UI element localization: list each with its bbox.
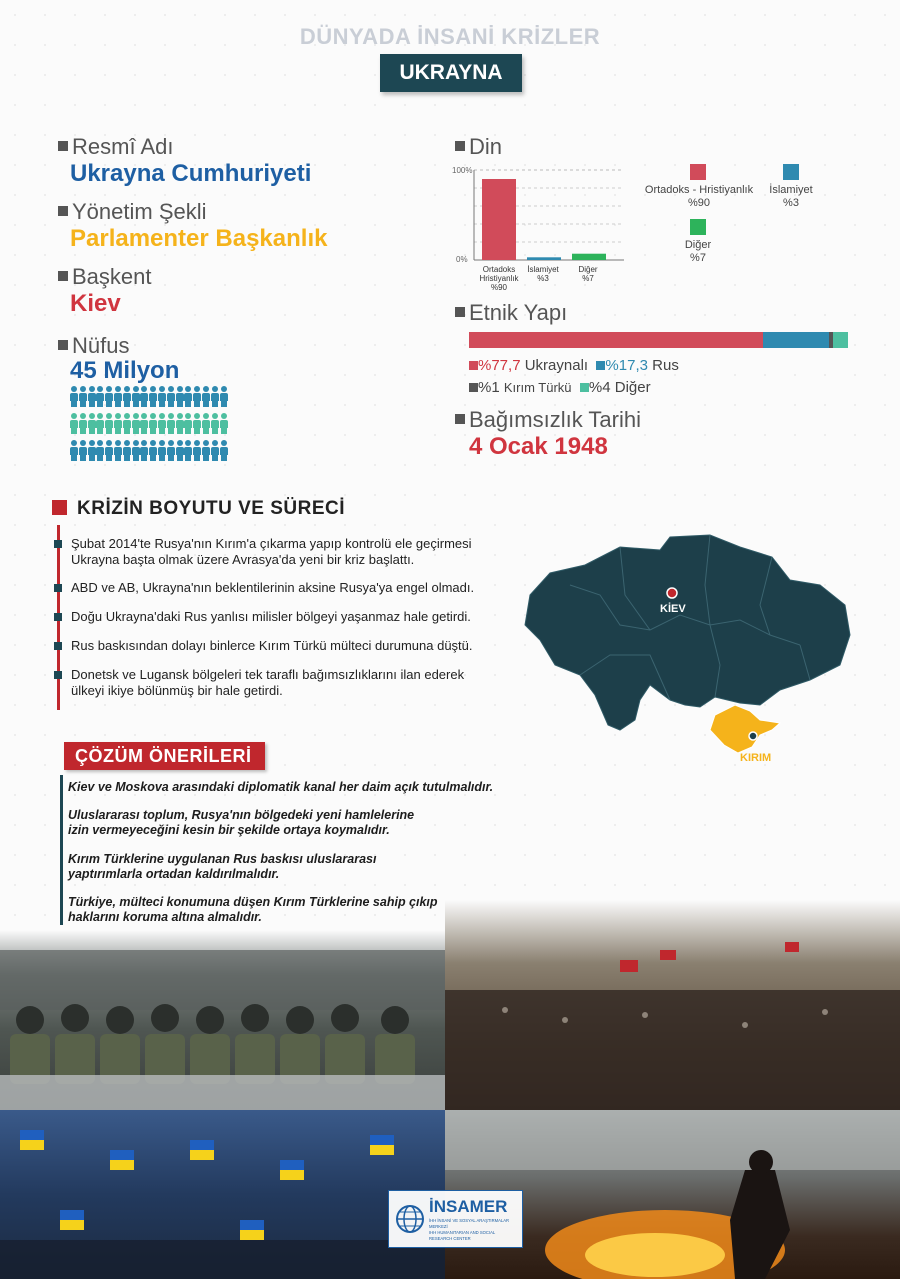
category-label-diger: Diğer %7	[578, 265, 598, 283]
person-icon	[176, 386, 184, 406]
ukraine-mainland	[525, 535, 850, 730]
person-icon	[184, 413, 192, 433]
series-title: DÜNYADA İNSANİ KRİZLER	[299, 24, 601, 49]
legend-swatch	[469, 383, 478, 392]
crisis-item-5: Donetsk ve Lugansk bölgeleri tek taraflı bağımsızlıklarını ilan ederek ülkeyi ikiye bölünmüş bir hale getirdi.	[58, 667, 464, 699]
solutions-title: ÇÖZÜM ÖNERİLERİ	[75, 746, 252, 766]
person-icon	[193, 440, 201, 460]
person-icon	[193, 413, 201, 433]
square-bullet-icon	[455, 141, 465, 151]
person-icon	[167, 440, 175, 460]
person-icon	[88, 440, 96, 460]
person-icon	[211, 413, 219, 433]
person-icon	[132, 413, 140, 433]
crimea-label: KIRIM	[740, 752, 772, 764]
solutions-timeline-line	[60, 775, 63, 925]
person-icon	[79, 386, 87, 406]
crimea-marker-icon	[749, 732, 757, 740]
person-icon	[96, 386, 104, 406]
square-bullet-icon	[58, 340, 68, 350]
government-label: Yönetim Şekli	[58, 199, 207, 225]
ethnic-stacked-bar	[469, 332, 848, 348]
person-icon	[79, 413, 87, 433]
person-icon	[140, 386, 148, 406]
crisis-title: KRİZİN BOYUTU VE SÜRECİ	[77, 498, 346, 519]
independence-value: 4 Ocak 1948	[469, 433, 608, 460]
ethnic-segment-other	[833, 332, 848, 348]
kiev-marker-icon	[667, 588, 677, 598]
person-icon	[193, 386, 201, 406]
country-title: UKRAYNA	[380, 54, 522, 92]
person-icon	[202, 386, 210, 406]
square-bullet-icon	[455, 307, 465, 317]
government-value: Parlamenter Başkanlık	[70, 225, 328, 252]
riot-police-illustration	[0, 930, 445, 1110]
tick-label-bottom: 0%	[456, 255, 468, 264]
bar-islamiyet	[527, 257, 561, 260]
protest-crowd-illustration	[445, 900, 900, 1110]
category-label-ortodoks: Ortadoks Hristiyanlık %90	[479, 265, 519, 292]
ethnic-segment-russian	[763, 332, 829, 348]
person-icon	[70, 413, 78, 433]
legend-diger: Diğer %7	[684, 239, 712, 264]
legend-swatch-diger	[690, 219, 706, 235]
crisis-item-3: Doğu Ukrayna'daki Rus yanlısı milisler bölgeyi yaşanmaz hale getirdi.	[58, 609, 471, 625]
crisis-item-4: Rus baskısından dolayı binlerce Kırım Türkü mülteci durumuna düştü.	[58, 638, 473, 654]
population-people-icons	[70, 386, 230, 466]
legend-islamiyet: İslamiyet %3	[769, 184, 813, 209]
person-icon	[140, 440, 148, 460]
legend-swatch	[469, 361, 478, 370]
ethnic-legend-row1: %77,7 Ukraynalı %17,3 Rus	[469, 357, 679, 374]
person-icon	[96, 413, 104, 433]
person-icon	[70, 386, 78, 406]
official-name-label: Resmî Adı	[58, 134, 173, 160]
person-icon	[184, 440, 192, 460]
person-icon	[149, 440, 157, 460]
person-icon	[149, 413, 157, 433]
person-icon	[158, 386, 166, 406]
section-square-icon	[52, 500, 67, 515]
legend-swatch	[580, 383, 589, 392]
bullet-icon	[54, 584, 62, 592]
religion-label: Din	[455, 134, 502, 160]
logo-name: İNSAMER	[429, 1197, 508, 1216]
person-icon	[114, 440, 122, 460]
person-icon	[88, 413, 96, 433]
category-label-islamiyet: İslamiyet %3	[527, 265, 559, 283]
solution-item-4: Türkiye, mülteci konumuna düşen Kırım Türklerine sahip çıkıp haklarını koruma altına almalıdır.	[68, 895, 438, 924]
person-icon	[158, 413, 166, 433]
crisis-item-2: ABD ve AB, Ukrayna'nın beklentilerinin aksine Rusya'ya engel olmadı.	[58, 580, 474, 596]
capital-value: Kiev	[70, 290, 121, 317]
photo-riot-police	[0, 930, 445, 1110]
official-name-value: Ukrayna Cumhuriyeti	[70, 160, 312, 187]
ethnic-legend-row2: %1 Kırım Türkü %4 Diğer	[469, 379, 651, 396]
crimea-region	[710, 705, 780, 753]
person-icon	[211, 440, 219, 460]
square-bullet-icon	[58, 141, 68, 151]
bullet-icon	[54, 540, 62, 548]
bullet-icon	[54, 642, 62, 650]
silhouette	[730, 1170, 790, 1279]
ethnic-segment-ukrainian	[469, 332, 763, 348]
person-icon	[105, 440, 113, 460]
insamer-logo	[388, 1190, 523, 1248]
ethnic-label: Etnik Yapı	[455, 300, 567, 326]
person-icon	[105, 413, 113, 433]
person-icon	[220, 386, 228, 406]
solution-item-2: Uluslararası toplum, Rusya'nın bölgedeki yeni hamlelerine izin vermeyeceğini kesin bir şekilde ortaya koymalıdır.	[68, 808, 415, 837]
bullet-icon	[54, 613, 62, 621]
tick-label-top: 100%	[452, 166, 473, 175]
population-value: 45 Milyon	[70, 357, 180, 384]
person-icon	[220, 413, 228, 433]
ukraine-map	[510, 525, 870, 785]
independence-label: Bağımsızlık Tarihi	[455, 407, 641, 433]
photo-protest-crowd	[445, 900, 900, 1110]
person-icon	[176, 440, 184, 460]
capital-label: Başkent	[58, 264, 152, 290]
solution-item-3: Kırım Türklerine uygulanan Rus baskısı uluslararası yaptırımlarla ortadan kaldırılmalıdır.	[68, 852, 377, 881]
globe-icon	[395, 1204, 425, 1234]
legend-swatch-ortodoks	[690, 164, 706, 180]
legend-swatch-islamiyet	[783, 164, 799, 180]
person-icon	[123, 386, 131, 406]
person-icon	[132, 386, 140, 406]
bar-ortodoks	[482, 179, 516, 260]
person-icon	[202, 440, 210, 460]
person-icon	[149, 386, 157, 406]
bar-diger	[572, 254, 606, 260]
person-icon	[114, 386, 122, 406]
crisis-item-1: Şubat 2014'te Rusya'nın Kırım'a çıkarma yapıp kontrolü ele geçirmesi Ukrayna başta olmak üzere Avrasya'da yeni bir kriz başlattı.	[58, 536, 472, 568]
person-icon	[132, 440, 140, 460]
person-icon	[158, 440, 166, 460]
person-icon	[123, 440, 131, 460]
person-icon	[123, 413, 131, 433]
square-bullet-icon	[58, 206, 68, 216]
person-icon	[88, 386, 96, 406]
person-icon	[167, 386, 175, 406]
photo-ukrainian-flags	[0, 1110, 445, 1279]
person-icon	[140, 413, 148, 433]
solution-item-1: Kiev ve Moskova arasındaki diplomatik kanal her daim açık tutulmalıdır.	[68, 780, 494, 794]
person-icon	[114, 413, 122, 433]
person-icon	[105, 386, 113, 406]
person-icon	[70, 440, 78, 460]
person-icon	[96, 440, 104, 460]
logo-subtitle: İHH İNSANİ VE SOSYAL ARAŞTIRMALAR MERKEZİ IHH HUMANITARIAN AND SOCIAL RESEARCH CENTER	[429, 1218, 510, 1241]
flags-crowd-illustration	[0, 1110, 445, 1279]
square-bullet-icon	[58, 271, 68, 281]
person-icon	[167, 413, 175, 433]
person-icon	[202, 413, 210, 433]
person-icon	[184, 386, 192, 406]
square-bullet-icon	[455, 414, 465, 424]
bullet-icon	[54, 671, 62, 679]
kiev-label: KİEV	[660, 603, 686, 615]
person-icon	[79, 440, 87, 460]
person-icon	[176, 413, 184, 433]
legend-ortodoks: Ortadoks - Hristiyanlık %90	[644, 184, 754, 209]
population-label: Nüfus	[58, 333, 129, 359]
person-icon	[220, 440, 228, 460]
person-icon	[211, 386, 219, 406]
